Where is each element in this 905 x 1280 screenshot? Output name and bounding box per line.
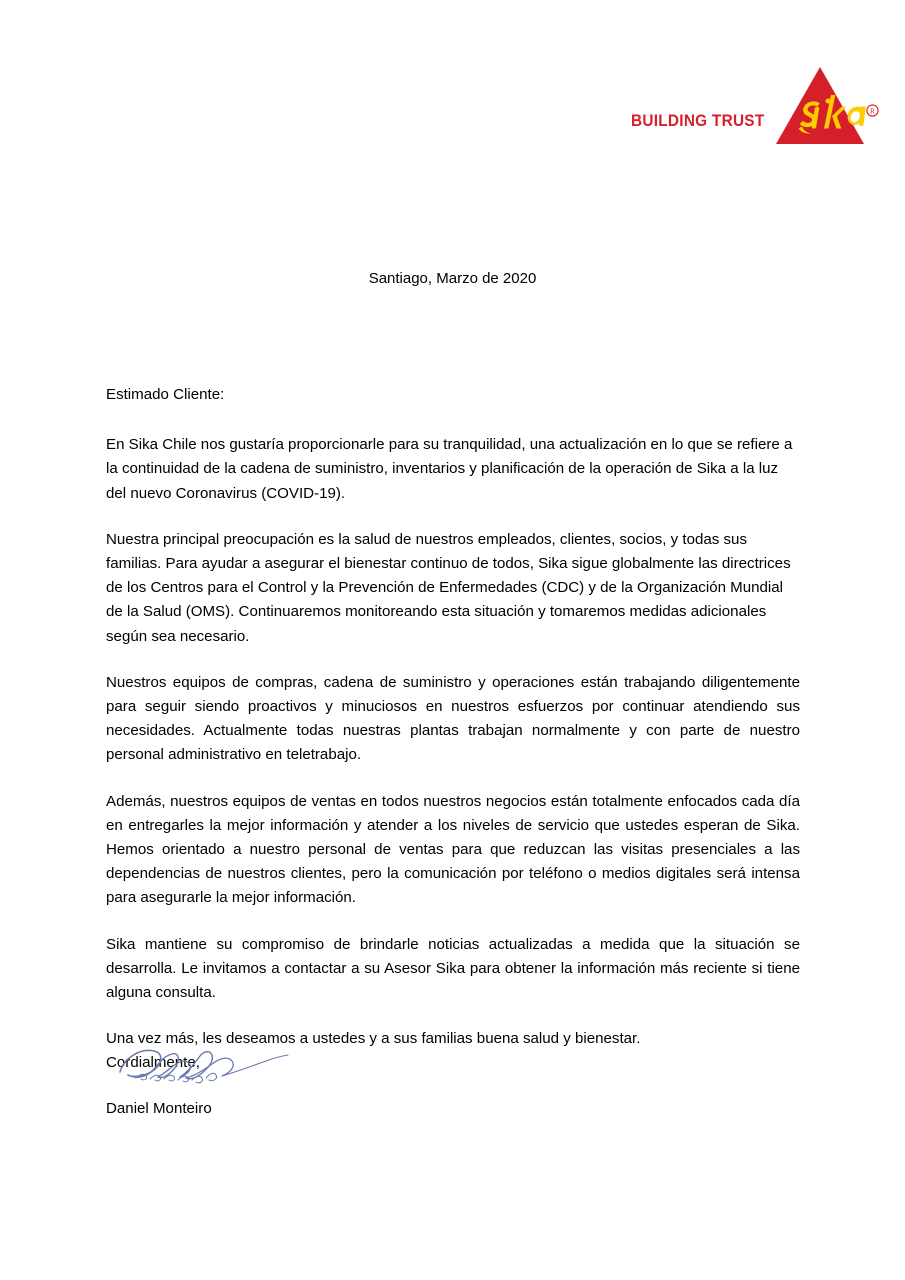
letterhead <box>0 55 905 155</box>
signature-block <box>106 1042 426 1120</box>
sika-triangle-logo-icon <box>775 60 880 155</box>
building-trust-tagline: BUILDING TRUST <box>631 112 765 130</box>
salutation: Estimado Cliente: <box>106 386 225 403</box>
farewell-line: Una vez más, les deseamos a ustedes y a sus familias buena salud y bienestar. <box>106 1030 641 1048</box>
signer-name: Daniel Monteiro <box>106 1100 212 1117</box>
paragraph-3: Nuestros equipos de compras, cadena de suministro y operaciones están trabajando diligentemente para seguir siendo proactivos y minuciosos en nuestros esfuerzos por continuar atendiendo sus necesidades. Actualmente todas nuestras plantas trabajan normalmente y con parte de nuestro personal administrativo en teletrabajo. <box>106 673 800 764</box>
closing-line: Cordialmente, <box>106 1054 200 1072</box>
sika-logo <box>775 60 880 155</box>
paragraph-1: En Sika Chile nos gustaría proporcionarle para su tranquilidad, una actualización en lo que se refiere a la continuidad de la cadena de suministro, inventarios y planificación de la operación de Sika a la luz del nuevo Coronavirus (COVID-19). <box>106 436 793 502</box>
svg-text:R: R <box>870 106 875 116</box>
registered-trademark-icon <box>867 105 878 116</box>
paragraph-5: Sika mantiene su compromiso de brindarle noticias actualizadas a medida que la situación se desarrolla. Le invitamos a contactar a su Asesor Sika para obtener la información más reciente si tiene alguna consulta. <box>106 935 800 1002</box>
paragraph-4: Además, nuestros equipos de ventas en todos nuestros negocios están totalmente enfocados cada día en entregarles la mejor información y atender a los niveles de servicio que ustedes esperan de Sika. Hemos orientado a nuestro personal de ventas para que reduzcan las visitas presenciales a las dependencias de nuestros clientes, pero la comunicación por teléfono o medios digitales será intensa para asegurarle la mejor información. <box>106 792 800 907</box>
paragraph-2: Nuestra principal preocupación es la salud de nuestros empleados, clientes, socios, y todas sus familias. Para ayudar a asegurar el bienestar continuo de todos, Sika sigue globalmente las directrices de los Centros para el Control y la Prevención de Enfermedades (CDC) y de la Organización Mundial de la Salud (OMS). Continuaremos monitoreando esta situación y tomaremos medidas adicionales según sea necesario. <box>106 530 791 645</box>
letter-body <box>106 383 800 1076</box>
handwritten-signature-icon <box>114 1042 294 1090</box>
date-line: Santiago, Marzo de 2020 <box>368 270 537 287</box>
